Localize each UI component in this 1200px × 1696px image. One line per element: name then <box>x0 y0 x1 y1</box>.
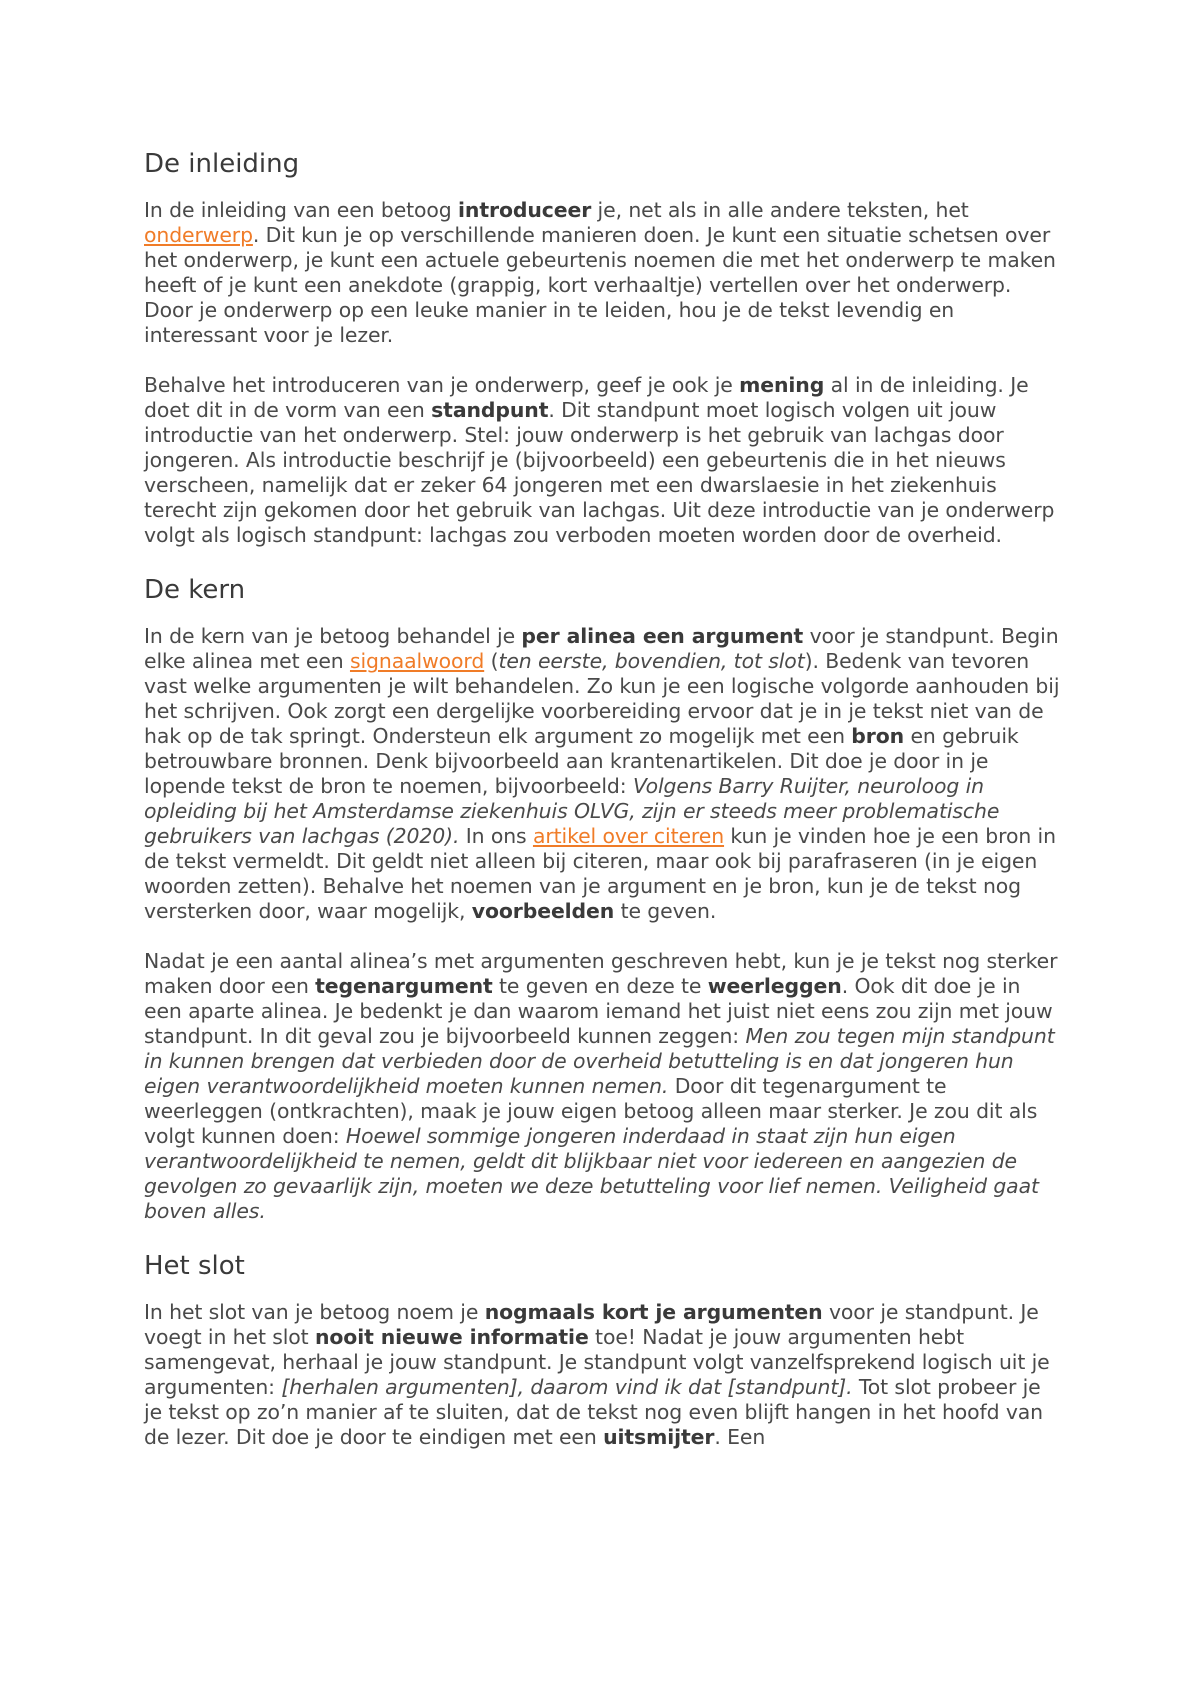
italic-tegenargument-voorbeeld: Men zou tegen mijn standpunt in kunnen brengen dat verbieden door de overheid betutteling is en dat jongeren hun eigen verantwoordelijkheid moeten kunnen nemen. <box>144 1024 1055 1098</box>
italic-weerlegging-voorbeeld: Hoewel sommige jongeren inderdaad in staat zijn hun eigen verantwoordelijkheid te nemen, geldt dit blijkbaar niet voor iedereen en aangezien de gevolgen zo gevaarlijk zijn, moeten we deze betutteling voor lief nemen. Veiligheid gaat boven alles. <box>144 1124 1039 1223</box>
bold-nooit-nieuwe-informatie: nooit nieuwe informatie <box>314 1325 589 1349</box>
bold-per-alinea: per alinea een argument <box>521 624 804 648</box>
bold-introduceer: introduceer <box>458 198 592 222</box>
heading-het-slot: Het slot <box>144 1251 245 1281</box>
italic-bron-voorbeeld: Volgens Barry Ruijter, neuroloog in opleiding bij het Amsterdamse ziekenhuis OLVG, zijn er steeds meer problematische gebruikers van lachgas (2020). <box>144 774 1000 848</box>
bold-standpunt: standpunt <box>431 398 549 422</box>
bold-uitsmijter: uitsmijter <box>603 1425 715 1449</box>
bold-nogmaals-kort: nogmaals kort je argumenten <box>484 1300 823 1324</box>
paragraph-inleiding-2: Behalve het introduceren van je onderwerp, geef je ook je mening al in de inleiding. Je doet dit in de vorm van een standpunt. Dit standpunt moet logisch volgen uit jouw introductie van het onderwerp. Stel: jouw onderwerp is het gebruik van lachgas door jongeren. Als introductie beschrijf je (bijvoorbeeld) een gebeurtenis die in het nieuws verscheen, namelijk dat er zeker 64 jongeren met een dwarslaesie in het ziekenhuis terecht zijn gekomen door het gebruik van lachgas. Uit deze introductie van je onderwerp volgt als logisch standpunt: lachgas zou verboden moeten worden door de overheid. <box>144 373 1055 547</box>
paragraph-kern-2: Nadat je een aantal alinea’s met argumenten geschreven hebt, kun je je tekst nog sterker maken door een tegenargument te geven en deze te weerleggen. Ook dit doe je in een aparte alinea. Je bedenkt je dan waarom iemand het juist niet eens zou zijn met jouw standpunt. In dit geval zou je bijvoorbeeld kunnen zeggen: Men zou tegen mijn standpunt in kunnen brengen dat verbieden door de overheid betutteling is en dat jongeren hun eigen verantwoordelijkheid moeten kunnen nemen. Door dit tegenargument te weerleggen (ontkrachten), maak je jouw eigen betoog alleen maar sterker. Je zou dit als volgt kunnen doen: Hoewel sommige jongeren inderdaad in staat zijn hun eigen verantwoordelijkheid te nemen, geldt dit blijkbaar niet voor iedereen en aangezien de gevolgen zo gevaarlijk zijn, moeten we deze betutteling voor lief nemen. Veiligheid gaat boven alles. <box>144 949 1058 1223</box>
bold-tegenargument: tegenargument <box>315 974 493 998</box>
bold-mening: mening <box>739 373 825 397</box>
link-artikel-over-citeren[interactable]: artikel over citeren <box>532 824 725 848</box>
heading-de-inleiding: De inleiding <box>144 149 300 179</box>
document-content <box>144 140 1064 1450</box>
heading-de-kern: De kern <box>144 575 246 605</box>
italic-slot-formule: [herhalen argumenten], daarom vind ik dat [standpunt]. <box>281 1375 853 1399</box>
link-onderwerp[interactable]: onderwerp <box>144 223 253 247</box>
bold-bron: bron <box>851 724 905 748</box>
paragraph-kern-1: In de kern van je betoog behandel je per alinea een argument voor je standpunt. Begin elke alinea met een signaalwoord (ten eerste, bovendien, tot slot). Bedenk van tevoren vast welke argumenten je wilt behandelen. Zo kun je een logische volgorde aanhouden bij het schrijven. Ook zorgt een dergelijke voorbereiding ervoor dat je in je tekst niet van de hak op de tak springt. Ondersteun elk argument zo mogelijk met een bron en gebruik betrouwbare bronnen. Denk bijvoorbeeld aan krantenartikelen. Dit doe je door in je lopende tekst de bron te noemen, bijvoorbeeld: Volgens Barry Ruijter, neuroloog in opleiding bij het Amsterdamse ziekenhuis OLVG, zijn er steeds meer problematische gebruikers van lachgas (2020). In ons artikel over citeren kun je vinden hoe je een bron in de tekst vermeldt. Dit geldt niet alleen bij citeren, maar ook bij parafraseren (in je eigen woorden zetten). Behalve het noemen van je argument en je bron, kun je de tekst nog versterken door, waar mogelijk, voorbeelden te geven. <box>144 624 1060 923</box>
paragraph-inleiding-1: In de inleiding van een betoog introduceer je, net als in alle andere teksten, het onderwerp. Dit kun je op verschillende manieren doen. Je kunt een situatie schetsen over het onderwerp, je kunt een actuele gebeurtenis noemen die met het onderwerp te maken heeft of je kunt een anekdote (grappig, kort verhaaltje) vertellen over het onderwerp. Door je onderwerp op een leuke manier in te leiden, hou je de tekst levendig en interessant voor je lezer. <box>144 198 1056 347</box>
paragraph-slot-1: In het slot van je betoog noem je nogmaals kort je argumenten voor je standpunt. Je voegt in het slot nooit nieuwe informatie toe! Nadat je jouw argumenten hebt samengevat, herhaal je jouw standpunt. Je standpunt volgt vanzelfsprekend logisch uit je argumenten: [herhalen argumenten], daarom vind ik dat [standpunt]. Tot slot probeer je je tekst op zo’n manier af te sluiten, dat de tekst nog even blijft hangen in het hoofd van de lezer. Dit doe je door te eindigen met een uitsmijter. Een <box>144 1300 1050 1449</box>
bold-weerleggen: weerleggen <box>707 974 842 998</box>
italic-signaalwoorden: ten eerste, bovendien, tot slot <box>498 649 805 673</box>
bold-voorbeelden: voorbeelden <box>471 899 615 923</box>
link-signaalwoord[interactable]: signaalwoord <box>349 649 485 673</box>
